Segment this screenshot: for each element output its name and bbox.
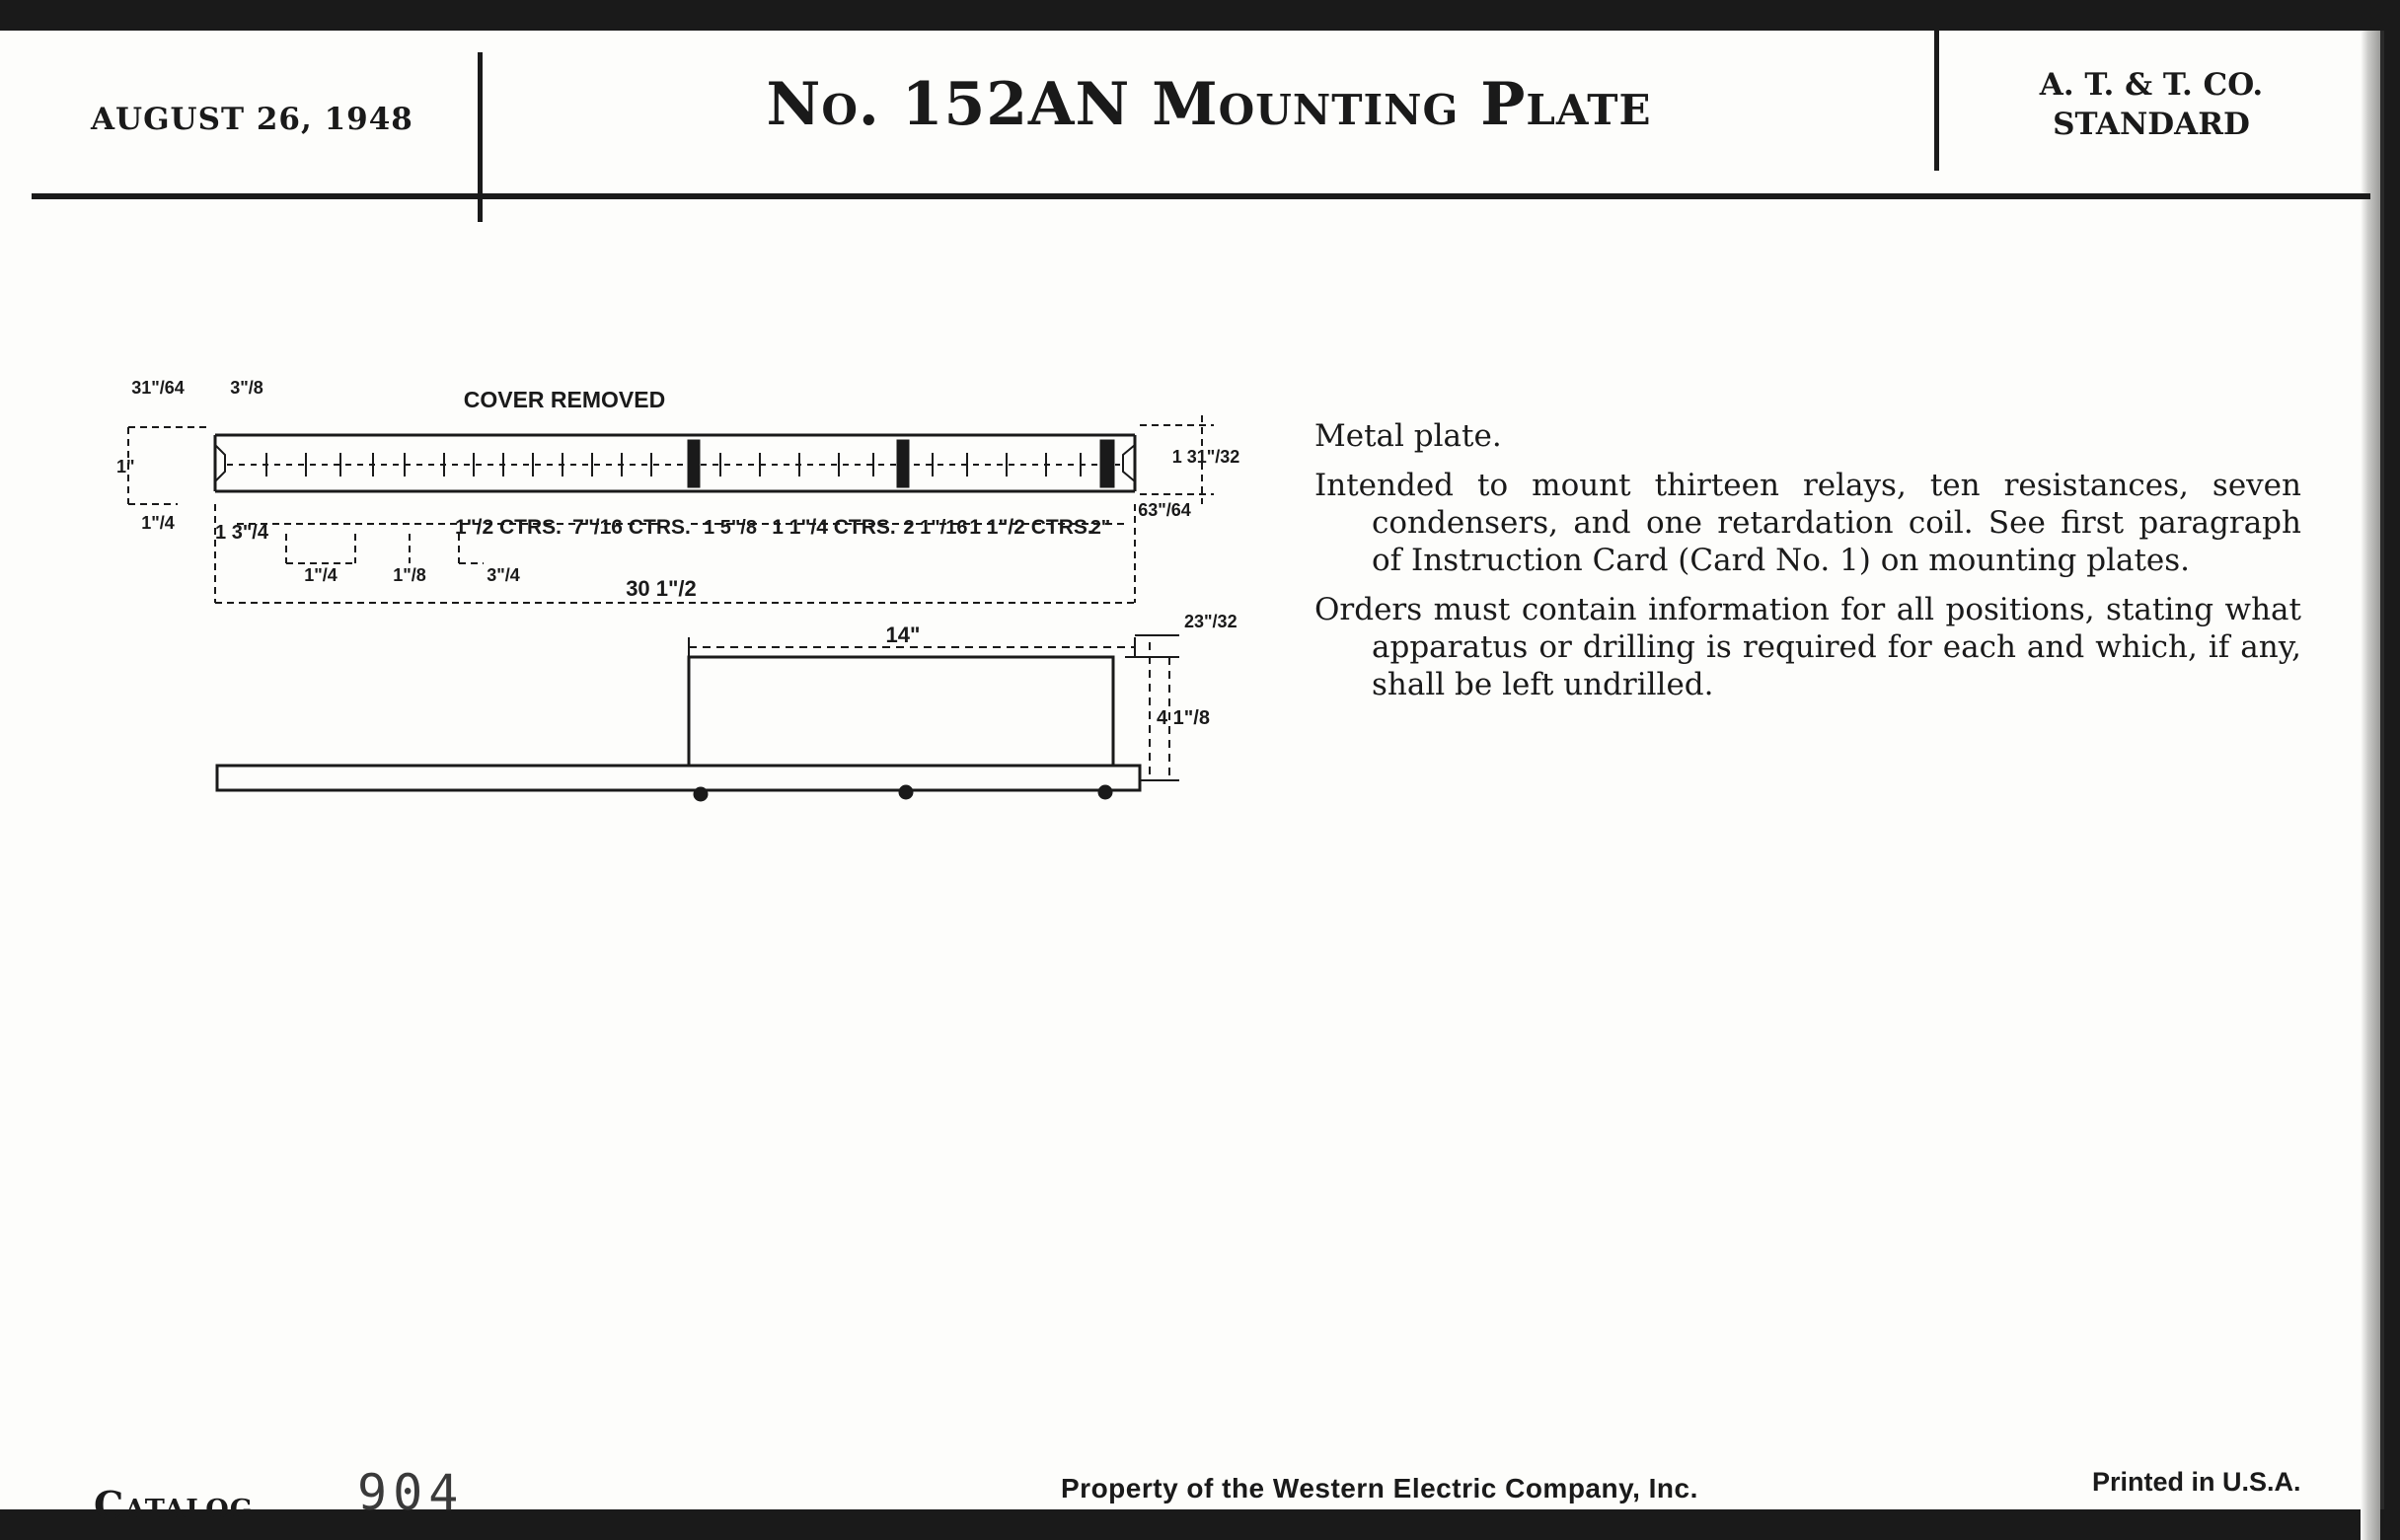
dim-1-5-8: 1 5"/8 <box>704 517 757 539</box>
description-p2: Intended to mount thirteen relays, ten resistances, seven condensers, and one retardation coil. See first paragraph of Instruction Card (Card No. 1) on mounting plates. <box>1314 468 2301 578</box>
dim-3-4: 3"/4 <box>487 565 520 585</box>
header-divider-right <box>1934 31 1939 171</box>
dim-1-4-lower: 1"/4 <box>304 565 338 585</box>
description-p3: Orders must contain information for all positions, stating what apparatus or drilling is required for each and which, if any, shall be left undrilled. <box>1314 592 2301 702</box>
mounting-plate-drawing <box>109 356 1243 820</box>
dim-2-1-16: 2 1"/16 <box>903 517 968 539</box>
dim-23-32: 23"/32 <box>1184 612 1238 631</box>
dim-ctrs-1-1-2: 1 1"/2 CTRS. <box>969 516 1093 539</box>
cover-removed-label: COVER REMOVED <box>463 387 666 412</box>
card-title: No. 152AN Mounting Plate <box>766 70 1652 139</box>
catalog-label: Catalog <box>94 1483 254 1527</box>
dim-ctrs-1-1-4: 1 1"/4 CTRS. <box>772 516 896 539</box>
dim-1-4-left: 1"/4 <box>141 513 175 533</box>
dim-31-64: 31"/64 <box>131 378 185 398</box>
catalog-card <box>0 31 2384 1527</box>
dim-ctrs-7-16: 7"/16 CTRS. <box>572 516 691 539</box>
dim-2: 2" <box>1089 517 1111 539</box>
dim-1-3-4: 1 3"/4 <box>215 522 268 544</box>
dim-1-31-32: 1 31"/32 <box>1171 447 1240 467</box>
description-p1: Metal plate. <box>1314 418 1502 454</box>
dim-4-1-8: 4 1"/8 <box>1157 707 1210 729</box>
dim-1: 1" <box>116 457 135 477</box>
description-text <box>1314 417 2301 715</box>
dim-1-8: 1"/8 <box>393 565 426 585</box>
header-rule <box>32 193 2370 199</box>
top-view <box>215 435 1135 491</box>
scan-edge <box>2361 31 2380 1540</box>
side-view <box>217 635 1179 800</box>
property-notice: Property of the Western Electric Company, Inc. <box>1061 1473 1698 1503</box>
dim-3-8: 3"/8 <box>230 378 263 398</box>
catalog-number: 904 <box>357 1464 465 1521</box>
printed-in-label: Printed in U.S.A. <box>2092 1467 2301 1497</box>
dim-63-64: 63"/64 <box>1138 500 1191 520</box>
dim-30-1-2: 30 1"/2 <box>626 576 697 601</box>
standard-line-2: STANDARD <box>2053 107 2250 142</box>
standard-line-1: A. T. & T. CO. <box>2039 67 2264 103</box>
dim-ctrs-half: 1"/2 CTRS. <box>455 516 562 539</box>
card-date: AUGUST 26, 1948 <box>91 102 413 137</box>
standard-label <box>1944 65 2359 144</box>
dim-14: 14" <box>885 623 921 647</box>
